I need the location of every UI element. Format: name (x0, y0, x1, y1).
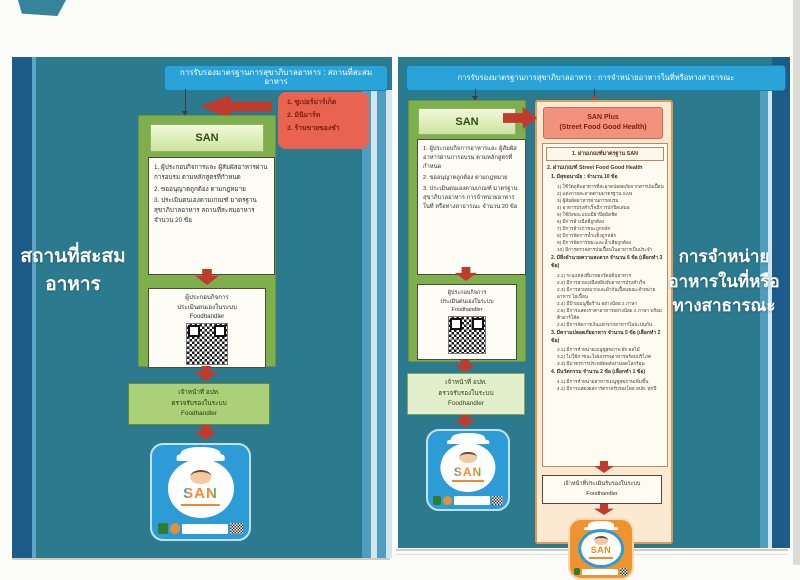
list-item: 7) มีการล้างภาชนะถูกหลัก (557, 226, 611, 232)
list-item: 2. ขออนุญาตถูกต้อง ตามกฎหมาย (423, 174, 508, 181)
health-dept-logo-icon (170, 523, 180, 534)
logo-name-strip (182, 524, 227, 534)
list-item: 4) อาหารปรุงสำเร็จมีการปกปิดเสมอ (557, 205, 630, 210)
group-items (546, 272, 664, 328)
list-item: ผู้ประกอบกิจการ (447, 290, 487, 296)
list-item: 2.5) มีการแสดงราคาอาหารอย่างน้อย 2 ภาษา พร้อมคิวอาร์โค้ด (557, 307, 662, 320)
self-assessment-text (418, 289, 516, 315)
page-edge-stripe (371, 90, 377, 558)
list-item: Foodhandler (451, 307, 483, 314)
list-item: 2. มินิมาร์ท (287, 111, 321, 119)
group-items (546, 346, 664, 367)
list-item: (Street Food Good Health) (559, 124, 647, 131)
logo-text: SAN (428, 465, 508, 479)
self-assessment-box (148, 288, 266, 368)
adjacent-page-corner (18, 0, 66, 16)
list-item: ตรวจรับรองในระบบ (171, 399, 227, 407)
pass-san-box: 1. ผ่านเกณฑ์มาตรฐาน SAN (546, 147, 664, 161)
list-item: เจ้าหน้าที่ อปท. (445, 378, 487, 386)
qr-code (449, 317, 485, 353)
san-logo-badge (150, 443, 251, 541)
self-assessment-box (417, 284, 517, 360)
list-item: SAN Plus (587, 113, 619, 121)
scan-edge-shadow (793, 0, 800, 565)
san-header: SAN (150, 124, 264, 152)
list-item: 3.1) มีการจำหน่ายเมนูชูสุขภาพ ผัก ผลไม้ (557, 347, 640, 353)
list-item: 3) ผู้สัมผัสอาหารผ่านการอบรม (557, 197, 619, 203)
page-edge-stripe (760, 90, 768, 548)
logo-name-strip (582, 569, 617, 575)
mini-qr-code (230, 523, 244, 535)
logo-footer (158, 522, 243, 535)
list-item: 2. ขออนุญาตถูกต้อง ตามกฎหมาย (154, 185, 246, 193)
logo-text: SAN (590, 544, 612, 555)
logo-footer (433, 495, 503, 506)
list-item: Foodhandler (189, 313, 225, 321)
mini-qr-code (492, 496, 503, 506)
officer-approval-box (542, 475, 662, 504)
sanplus-criteria-list (542, 143, 668, 467)
self-assessment-text (149, 293, 265, 322)
list-item: 2) แต่งกายสะอาดตามมาตรฐาน SAN (557, 190, 633, 196)
page-edge-stripe (768, 90, 772, 548)
list-item: ประเมินตนเองในระบบ (440, 298, 494, 305)
logo-tagline (589, 557, 614, 559)
list-item: 2.6) มีการจัดการเงินแยกจากอาหารไม่ปะปนกัน (557, 321, 653, 327)
officer-approval-box (407, 373, 525, 415)
page-edge-stripe (32, 57, 36, 558)
logo-tagline (181, 504, 220, 506)
list-item: Foodhandler (586, 490, 618, 497)
list-item: อาหาร (45, 273, 101, 295)
list-item: 5) ใช้ถังขยะแบบมีฝาปิดมิดชิด (557, 212, 618, 218)
logo-text: SAN (152, 485, 249, 502)
pass-sfgh-label: 2. ผ่านเกณฑ์ Street Food Good Health (547, 165, 643, 172)
group-items (546, 183, 664, 253)
list-item: 3. ประเมินตนเองตามเกณฑ์ มาตรฐานสุขาภิบาลอาหาร สถานที่สะสมอาหาร จำนวน 20 ข้อ (154, 197, 257, 224)
arrow-down-icon (194, 366, 218, 381)
list-item: 1. ซูเปอร์มาร์เก็ต (287, 99, 337, 106)
side-label (662, 245, 786, 319)
right-page (398, 57, 790, 555)
health-dept-logo-icon (443, 496, 451, 505)
page-title-banner: การรับรองมาตรฐานการสุขาภิบาลอาหาร : สถานที่สะสมอาหาร (164, 65, 388, 91)
list-item: ทางสาธารณะ (672, 296, 776, 316)
list-item: การจำหน่าย (678, 247, 770, 266)
san-header: SAN (418, 108, 516, 135)
list-item: 3.2) ไม่ใช้ภาชนะโฟมบรรจุอาหารพร้อมบริโภค (557, 354, 652, 360)
san-criteria-list (148, 157, 275, 275)
logo-tagline (452, 480, 484, 482)
list-item: ประเมินตนเองในระบบ (177, 303, 237, 311)
left-page (12, 57, 392, 558)
list-item: 1. ผู้ประกอบกิจการอาหารและ ผู้สัมผัสอาหารผ่านการอบรม ตามหลักสูตรที่กำหนด (423, 146, 517, 170)
list-item: 3. ประเมินตนเองตามเกณฑ์ มาตรฐานสุขาภิบาลอาหาร การจำหน่ายอาหารในที่ หรือทางสาธารณะ จำนวน 20 ข้อ (423, 185, 518, 210)
list-item: 2.4) มีป้ายเมนูชื่อร้าน อย่างน้อย 2 ภาษา (557, 300, 638, 306)
list-item: เจ้าหน้าที่ อปท. (178, 388, 220, 396)
list-item: 3.3) มีมาตรการประหยัดพลังงานลดโลกร้อน (557, 361, 645, 367)
group-label: 2. มีสิ่งอำนวยความสะดวก จำนวน 6 ข้อ (เลือกทำ 3 ข้อ) (551, 255, 663, 269)
list-item: ผู้ประกอบกิจการ (185, 294, 229, 301)
qr-code (187, 324, 227, 364)
page-edge-stripe (377, 90, 386, 558)
logo-footer (574, 568, 629, 576)
list-item: 2.2) มีการสวมถุงมือหยิบจับอาหารปรุงสำเร็จ (557, 279, 646, 285)
san-criteria-list (417, 139, 526, 275)
san-column (408, 100, 526, 362)
group-label: 1. มีสุขอนามัย : จำนวน 10 ข้อ (551, 174, 618, 181)
list-item: 3. ร้านขายของชำ (287, 124, 340, 132)
list-item: Foodhandler (181, 410, 217, 418)
san-column (138, 115, 276, 367)
mini-qr-code (620, 568, 629, 575)
sanplus-column (535, 100, 673, 555)
side-label (14, 243, 132, 298)
list-item: 1. ผู้ประกอบกิจการและ ผู้สัมผัสอาหารผ่านการอบรม ตามหลักสูตรที่กำหนด (154, 164, 268, 181)
list-item: 10) มีการตรวจสารปนเปื้อนในอาหารเป็นประจำ (557, 247, 653, 253)
chef-face-icon (459, 452, 477, 463)
list-item: 4.2) มีการแสดงผลการตรวจรับรองโดย อปท. ทุกปี (557, 386, 657, 392)
page-edge-stripe (362, 90, 371, 558)
ministry-logo-icon (433, 496, 441, 505)
list-item: อาหารในที่หรือ (668, 271, 780, 291)
officer-approval-box (128, 383, 270, 425)
group-label: 4. มีนวัตกรรม จำนวน 2 ข้อ (เลือกทำ 1 ข้อ) (551, 369, 646, 376)
ministry-logo-icon (574, 568, 581, 574)
sanplus-logo-badge (568, 518, 634, 580)
page-spine-strip (12, 57, 32, 558)
examples-box (278, 92, 369, 149)
page-edge-stripe (386, 90, 392, 558)
list-item: 9) มีการจัดการขยะและน้ำเสียถูกต้อง (557, 240, 632, 246)
list-item: ตรวจรับรองในระบบ (438, 389, 494, 397)
list-item: 6) มีการล้างมือที่ถูกต้อง (557, 219, 605, 225)
sanplus-header (543, 107, 663, 139)
connector-line (185, 89, 186, 113)
arrow-down-icon (454, 415, 476, 427)
list-item: Foodhandler (448, 400, 484, 408)
list-item: เจ้าหน้าที่ประเมินรับรองในระบบ (563, 481, 641, 487)
group-label: 3. มีความปลอดภัยอาหาร จำนวน 5 ข้อ (เลือกทำ 2 ข้อ) (551, 329, 661, 344)
list-item: 1) ใช้วัตถุดิบอาหารที่สะอาดปลอดภัยจากสารปนเปื้อน (557, 183, 664, 189)
ministry-logo-icon (158, 523, 168, 534)
list-item: สถานที่สะสม (20, 246, 126, 267)
chef-face-icon (594, 536, 608, 545)
arrow-down-icon (594, 504, 614, 515)
list-item: 2.3) มีการสวมหมวกและผ้ากันเปื้อนขณะจำหน่ายอาหาร ไม่เปื้อน (557, 286, 656, 299)
list-item: 8) มีการจัดการน้ำแข็งถูกหลัก (557, 233, 617, 239)
list-item: 4.1) มีการจำหน่ายอาหารเมนูชูสุขภาพเพิ่มขึ้น (557, 379, 649, 385)
list-item: 2.1) ระบุแหล่งที่มาของวัตถุดิบอาหาร (557, 272, 632, 278)
group-items (546, 378, 664, 392)
page-title-banner: การรับรองมาตรฐานการสุขาภิบาลอาหาร : การจำหน่ายอาหารในที่หรือทางสาธารณะ (406, 65, 786, 91)
logo-name-strip (454, 496, 490, 504)
page-bottom-edge (12, 558, 390, 560)
san-logo-badge (426, 429, 510, 511)
arrow-down-icon (194, 425, 218, 440)
